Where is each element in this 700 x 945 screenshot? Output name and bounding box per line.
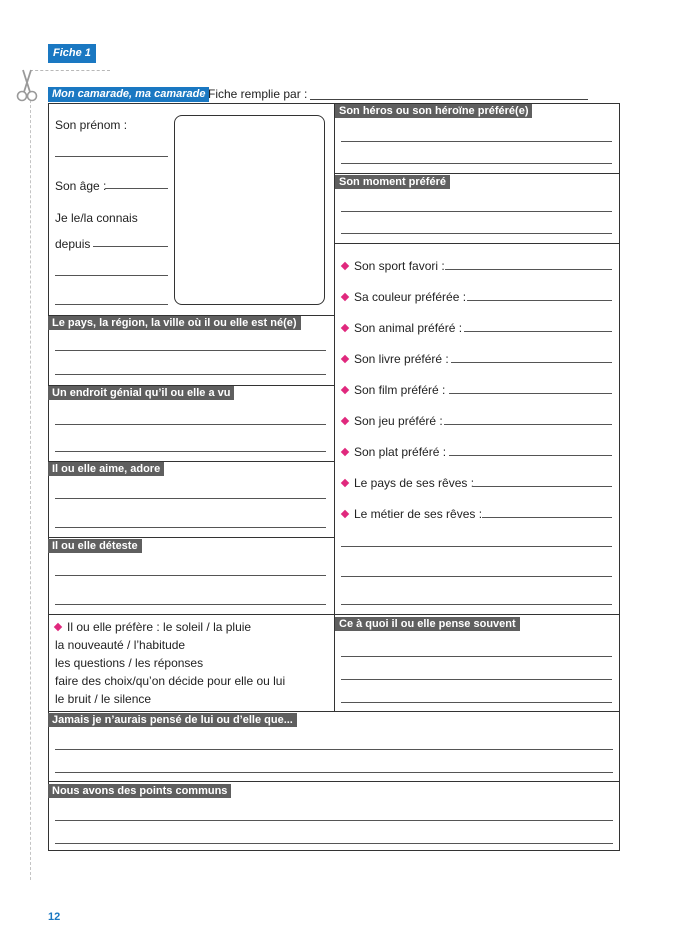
divider: [48, 537, 334, 538]
fiche-tag: Fiche 1: [48, 44, 96, 63]
jamais-pense-label: Jamais je n’aurais pensé de lui ou d’elle que...: [48, 713, 297, 727]
scissors-icon: [14, 67, 40, 103]
prenom-field[interactable]: [55, 156, 168, 157]
favorite-field[interactable]: [449, 393, 612, 394]
cut-line-vertical: [30, 100, 31, 880]
favorite-label: Son sport favori :: [354, 259, 445, 273]
favorite-item: [342, 383, 445, 397]
deteste-label: Il ou elle déteste: [48, 539, 142, 553]
favorite-label: Le métier de ses rêves :: [354, 507, 483, 521]
cut-line: [30, 70, 110, 71]
preference-option: le bruit / le silence: [55, 692, 152, 706]
age-label: Son âge :: [55, 179, 107, 193]
form-title: Mon camarade, ma camarade: [48, 87, 209, 102]
favorite-field[interactable]: [472, 486, 612, 487]
favorite-item: [342, 507, 482, 521]
favorite-label: Son jeu préféré :: [354, 414, 443, 428]
preferences-lead: [55, 620, 251, 634]
divider: [48, 711, 620, 712]
favorite-label: Sa couleur préférée :: [354, 290, 467, 304]
points-communs-label: Nous avons des points communs: [48, 784, 231, 798]
favorite-extra-line[interactable]: [341, 546, 612, 547]
favorite-label: Son film préféré :: [354, 383, 446, 397]
favorite-field[interactable]: [444, 424, 612, 425]
moment-field[interactable]: [341, 211, 612, 212]
favorite-item: [342, 321, 462, 335]
filled-by-field[interactable]: [310, 99, 588, 100]
diamond-bullet-icon: [341, 293, 349, 301]
moment-label: Son moment préféré: [335, 175, 450, 189]
prenom-label: Son prénom :: [55, 118, 128, 132]
points-communs-field[interactable]: [55, 843, 613, 844]
depuis-field[interactable]: [93, 246, 168, 247]
preference-option: faire des choix/qu’on décide pour elle ou lui: [55, 674, 286, 688]
preference-option: les questions / les réponses: [55, 656, 204, 670]
diamond-bullet-icon: [54, 623, 62, 631]
favorite-item: [342, 290, 466, 304]
aime-adore-field[interactable]: [55, 498, 326, 499]
pays-naissance-label: Le pays, la région, la ville où il ou elle est né(e): [48, 316, 301, 330]
divider: [334, 173, 620, 174]
diamond-bullet-icon: [341, 262, 349, 270]
pense-souvent-field[interactable]: [341, 702, 612, 703]
deteste-field[interactable]: [55, 604, 326, 605]
pense-souvent-label: Ce à quoi il ou elle pense souvent: [335, 617, 520, 631]
favorite-extra-line[interactable]: [341, 576, 612, 577]
heros-field[interactable]: [341, 163, 612, 164]
heros-field[interactable]: [341, 141, 612, 142]
heros-label: Son héros ou son héroïne préféré(e): [335, 104, 532, 118]
jamais-pense-field[interactable]: [55, 749, 613, 750]
points-communs-field[interactable]: [55, 820, 613, 821]
favorite-label: Son animal préféré :: [354, 321, 463, 335]
filled-by-label: Fiche remplie par :: [208, 87, 308, 101]
pays-naissance-field[interactable]: [55, 374, 326, 375]
pense-souvent-field[interactable]: [341, 656, 612, 657]
connais-label: Je le/la connais: [55, 211, 138, 225]
favorite-field[interactable]: [482, 517, 612, 518]
favorite-field[interactable]: [445, 269, 612, 270]
favorite-field[interactable]: [451, 362, 612, 363]
favorite-item: [342, 259, 445, 273]
photo-box[interactable]: [174, 115, 325, 305]
endroit-genial-field[interactable]: [55, 424, 326, 425]
moment-field[interactable]: [341, 233, 612, 234]
pays-naissance-field[interactable]: [55, 350, 326, 351]
favorite-field[interactable]: [467, 300, 612, 301]
depuis-field-line[interactable]: [55, 304, 168, 305]
favorite-item: [342, 445, 446, 459]
divider: [48, 614, 620, 615]
favorite-item: [342, 476, 474, 490]
aime-adore-label: Il ou elle aime, adore: [48, 462, 164, 476]
divider: [48, 781, 620, 782]
diamond-bullet-icon: [341, 510, 349, 518]
diamond-bullet-icon: [341, 479, 349, 487]
preferences-lead-text: Il ou elle préfère : le soleil / la pluie: [67, 620, 252, 634]
depuis-field-line[interactable]: [55, 275, 168, 276]
age-field[interactable]: [105, 188, 168, 189]
jamais-pense-field[interactable]: [55, 772, 613, 773]
diamond-bullet-icon: [341, 386, 349, 394]
preference-option: la nouveauté / l’habitude: [55, 638, 186, 652]
favorite-field[interactable]: [464, 331, 612, 332]
endroit-genial-field[interactable]: [55, 451, 326, 452]
favorite-label: Son livre préféré :: [354, 352, 449, 366]
page-number: 12: [48, 911, 61, 923]
pense-souvent-field[interactable]: [341, 679, 612, 680]
endroit-genial-label: Un endroit génial qu’il ou elle a vu: [48, 386, 234, 400]
favorite-item: [342, 414, 443, 428]
favorite-field[interactable]: [449, 455, 612, 456]
diamond-bullet-icon: [341, 417, 349, 425]
aime-adore-field[interactable]: [55, 527, 326, 528]
deteste-field[interactable]: [55, 575, 326, 576]
divider: [334, 243, 620, 244]
diamond-bullet-icon: [341, 448, 349, 456]
diamond-bullet-icon: [341, 355, 349, 363]
favorite-label: Son plat préféré :: [354, 445, 447, 459]
favorite-label: Le pays de ses rêves :: [354, 476, 475, 490]
diamond-bullet-icon: [341, 324, 349, 332]
favorite-item: [342, 352, 449, 366]
depuis-label: depuis: [55, 237, 91, 251]
favorite-extra-line[interactable]: [341, 604, 612, 605]
